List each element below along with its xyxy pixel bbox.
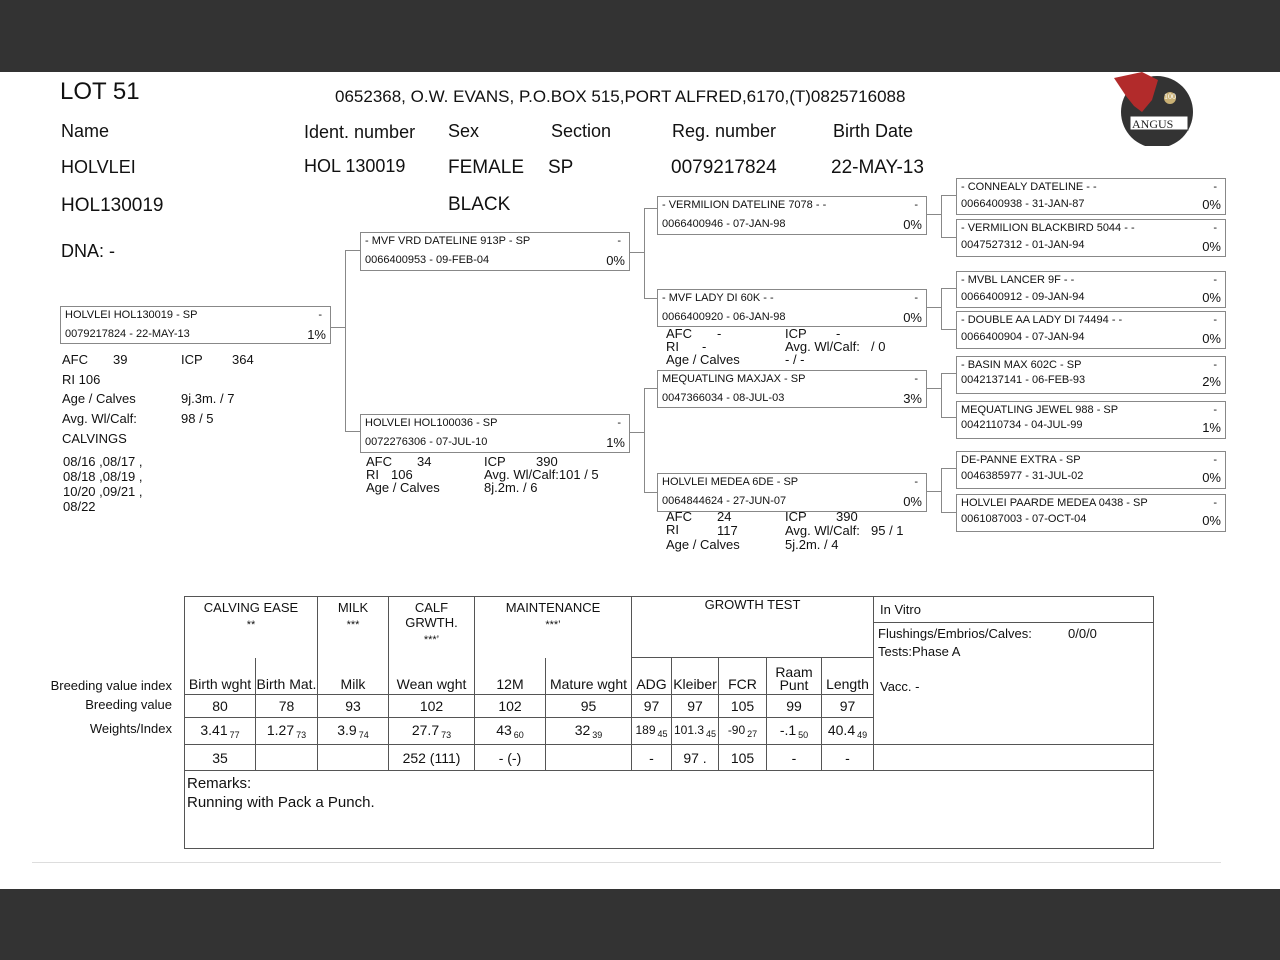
bv-cell bbox=[719, 718, 767, 745]
box-pct: 0% bbox=[1202, 513, 1221, 528]
dam-ri-label: RI bbox=[366, 467, 379, 482]
box-pct: 2% bbox=[1202, 374, 1221, 389]
bv-cell bbox=[389, 718, 475, 745]
col-adg: ADG bbox=[632, 658, 672, 695]
col-kleiber: Kleiber bbox=[672, 658, 719, 695]
subject-age: 9j.3m. / 7 bbox=[181, 391, 235, 406]
dam-dam-wt-label: Avg. Wl/Calf: bbox=[785, 523, 860, 538]
label-reg: Reg. number bbox=[672, 121, 777, 141]
sire-dam-ri: - bbox=[702, 339, 707, 354]
remarks-label: Remarks: bbox=[187, 775, 252, 792]
row-label-bv: Breeding value bbox=[85, 697, 172, 712]
subject-afc-label: AFC bbox=[62, 352, 88, 367]
animal-name: HOLVLEI bbox=[61, 157, 136, 177]
dam-age-label: Age / Calves bbox=[366, 480, 440, 495]
label-name: Name bbox=[61, 121, 110, 141]
bv-cell bbox=[632, 718, 672, 745]
connector-line bbox=[941, 373, 942, 417]
weight-cell: 35 bbox=[185, 745, 256, 771]
dam-icp: 390 bbox=[536, 454, 558, 469]
group-milk bbox=[318, 597, 389, 658]
stars-rating: ** bbox=[246, 619, 256, 631]
weight-cell: 97 . bbox=[672, 745, 719, 771]
in-vitro-panel bbox=[874, 597, 1154, 745]
connector-line bbox=[644, 388, 645, 492]
bv-value: 3.41 bbox=[200, 722, 228, 739]
box-reg: 0066400946 - 07-JAN-98 bbox=[662, 218, 786, 230]
bv-cell bbox=[672, 718, 719, 745]
bv-accuracy: 27 bbox=[747, 729, 758, 740]
index-cell: 97 bbox=[632, 694, 672, 717]
connector-line bbox=[941, 468, 942, 512]
sire-box bbox=[360, 232, 630, 271]
col-fcr: FCR bbox=[719, 658, 767, 695]
box-pct: 0% bbox=[1202, 331, 1221, 346]
sire-dam-icp: - bbox=[836, 326, 841, 341]
box-reg: 0042110734 - 04-JUL-99 bbox=[961, 419, 1083, 431]
bv-value: 3.9 bbox=[337, 722, 357, 739]
box-reg: 0047527312 - 01-JAN-94 bbox=[961, 239, 1085, 251]
box-dash: - bbox=[914, 373, 918, 385]
group-label: GROWTH TEST bbox=[704, 597, 801, 612]
box-reg: 0079217824 - 22-MAY-13 bbox=[65, 328, 190, 340]
weight-cell: - bbox=[632, 745, 672, 771]
connector-line bbox=[644, 208, 657, 209]
in-vitro-footer bbox=[874, 745, 1154, 771]
group-calf-growth bbox=[389, 597, 475, 658]
sire-dam-wt-label: Avg. Wl/Calf: bbox=[785, 339, 860, 354]
bv-value: 43 bbox=[496, 722, 512, 739]
logo-badge: 100 bbox=[1164, 92, 1176, 101]
dam-dam-afc-label: AFC bbox=[666, 509, 692, 524]
calvings-line: 08/22 bbox=[63, 499, 96, 514]
bv-value: -.1 bbox=[779, 722, 797, 739]
connector-line bbox=[925, 491, 941, 492]
bv-value: 101.3 bbox=[673, 723, 704, 738]
box-name: - DOUBLE AA LADY DI 74494 - - bbox=[961, 314, 1123, 326]
bv-cell bbox=[546, 718, 632, 745]
subject-wt-label: Avg. Wl/Calf: bbox=[62, 411, 137, 426]
weight-cell: - bbox=[822, 745, 874, 771]
box-dash: - bbox=[617, 417, 621, 429]
sire-dam-box bbox=[657, 289, 927, 327]
box-dash: - bbox=[1213, 359, 1217, 371]
box-pct: 0% bbox=[1202, 290, 1221, 305]
box-name: - CONNEALY DATELINE - - bbox=[961, 181, 1097, 193]
connector-line bbox=[644, 208, 645, 298]
label-birth: Birth Date bbox=[833, 121, 914, 141]
bv-accuracy: 77 bbox=[229, 730, 240, 741]
subject-pedigree-box bbox=[60, 306, 331, 344]
connector-line bbox=[941, 512, 956, 513]
flush-label: Flushings/Embrios/Calves: bbox=[878, 626, 1032, 641]
bv-cell bbox=[318, 718, 389, 745]
box-name: - MVF LADY DI 60K - - bbox=[662, 292, 774, 304]
row-label-index: Breeding value index bbox=[50, 678, 172, 693]
flush-value: 0/0/0 bbox=[1068, 626, 1097, 641]
box-name: HOLVLEI HOL100036 - SP bbox=[365, 417, 498, 429]
remarks-text: Running with Pack a Punch. bbox=[187, 794, 375, 811]
sire-dam-wt: / 0 bbox=[871, 339, 886, 354]
remarks-box bbox=[185, 771, 1154, 849]
lot-number: LOT 51 bbox=[60, 78, 140, 105]
angus-logo bbox=[1112, 72, 1196, 146]
bv-value: 32 bbox=[574, 722, 591, 739]
index-cell: 78 bbox=[256, 694, 318, 717]
dam-dam-age: 5j.2m. / 4 bbox=[785, 537, 839, 552]
sire-dam-age: - / - bbox=[785, 352, 805, 367]
box-pct: 1% bbox=[606, 435, 625, 450]
bv-accuracy: 45 bbox=[657, 729, 668, 740]
weight-cell: 105 bbox=[719, 745, 767, 771]
connector-line bbox=[941, 417, 956, 418]
connector-line bbox=[941, 288, 942, 329]
animal-birth: 22-MAY-13 bbox=[831, 157, 924, 178]
bv-accuracy: 50 bbox=[798, 730, 809, 741]
box-dash: - bbox=[1213, 497, 1217, 509]
box-reg: 0066400953 - 09-FEB-04 bbox=[365, 254, 490, 266]
subject-age-label: Age / Calves bbox=[62, 391, 136, 406]
index-cell: 95 bbox=[546, 694, 632, 717]
breeder-address: 0652368, O.W. EVANS, P.O.BOX 515,PORT ALFRED,6170,(T)0825716088 bbox=[335, 87, 906, 106]
bv-cell bbox=[256, 718, 318, 745]
great-grandparent-box bbox=[956, 219, 1226, 257]
connector-line bbox=[628, 252, 644, 253]
label-ident: Ident. number bbox=[304, 122, 416, 142]
index-cell: 105 bbox=[719, 694, 767, 717]
box-name: - BASIN MAX 602C - SP bbox=[961, 359, 1082, 371]
weight-cell: 252 (111) bbox=[389, 745, 475, 771]
label-sex: Sex bbox=[448, 121, 480, 141]
subject-icp-label: ICP bbox=[181, 352, 203, 367]
box-pct: 0% bbox=[1202, 470, 1221, 485]
label-section: Section bbox=[551, 121, 612, 141]
dam-sire-box bbox=[657, 370, 927, 408]
box-pct: 1% bbox=[1202, 420, 1221, 435]
bv-value: 40.4 bbox=[827, 722, 856, 739]
great-grandparent-box bbox=[956, 356, 1226, 394]
dam-dam-ri: 117 bbox=[717, 523, 738, 538]
connector-line bbox=[644, 492, 657, 493]
weight-cell bbox=[546, 745, 632, 771]
box-pct: 0% bbox=[1202, 197, 1221, 212]
box-pct: 0% bbox=[903, 310, 922, 325]
dam-dam-age-label: Age / Calves bbox=[666, 537, 740, 552]
connector-line bbox=[941, 329, 956, 330]
subject-icp: 364 bbox=[232, 352, 254, 367]
connector-line bbox=[925, 214, 941, 215]
bv-accuracy: 73 bbox=[441, 730, 452, 741]
calvings-line: 08/18 ,08/19 , bbox=[63, 469, 143, 484]
group-label: MILK bbox=[337, 600, 369, 615]
box-dash: - bbox=[617, 235, 621, 247]
performance-table bbox=[184, 596, 1154, 849]
tests-label: Tests:Phase A bbox=[878, 644, 961, 659]
box-reg: 0064844624 - 27-JUN-07 bbox=[662, 495, 787, 507]
col-mature-weight: Mature wght bbox=[546, 658, 632, 695]
great-grandparent-box bbox=[956, 178, 1226, 215]
box-dash: - bbox=[1213, 181, 1217, 193]
animal-section: SP bbox=[548, 157, 574, 178]
box-dash: - bbox=[318, 309, 322, 321]
box-name: MEQUATLING MAXJAX - SP bbox=[662, 373, 806, 385]
logo-text: ANGUS bbox=[1132, 117, 1174, 131]
dam-dam-icp-label: ICP bbox=[785, 509, 807, 524]
group-growth-test bbox=[632, 597, 874, 658]
connector-line bbox=[345, 250, 346, 431]
bv-accuracy: 73 bbox=[296, 730, 307, 741]
dam-dam-ri-label: RI bbox=[666, 522, 679, 537]
dna-status: DNA: - bbox=[61, 241, 115, 261]
connector-line bbox=[644, 388, 657, 389]
col-birth-mat: Birth Mat. bbox=[256, 658, 318, 695]
dam-dam-afc: 24 bbox=[717, 509, 732, 524]
stars-rating: ***’ bbox=[545, 619, 561, 631]
connector-line bbox=[925, 307, 941, 308]
box-dash: - bbox=[1213, 222, 1217, 234]
top-bar bbox=[0, 0, 1280, 72]
bv-value: -90 bbox=[727, 723, 746, 738]
connector-line bbox=[628, 432, 644, 433]
sire-dam-age-label: Age / Calves bbox=[666, 352, 740, 367]
box-pct: 0% bbox=[1202, 239, 1221, 254]
subject-wt: 98 / 5 bbox=[181, 411, 214, 426]
col-wean-weight: Wean wght bbox=[389, 658, 475, 695]
col-raam-punt: Raam Punt bbox=[767, 658, 822, 695]
bv-accuracy: 39 bbox=[592, 730, 603, 741]
connector-line bbox=[941, 195, 956, 196]
connector-line bbox=[329, 327, 345, 328]
box-reg: 0061087003 - 07-OCT-04 bbox=[961, 513, 1087, 525]
index-cell: 102 bbox=[475, 694, 546, 717]
index-cell: 80 bbox=[185, 694, 256, 717]
bv-cell bbox=[185, 718, 256, 745]
box-reg: 0042137141 - 06-FEB-93 bbox=[961, 374, 1086, 386]
box-name: HOLVLEI PAARDE MEDEA 0438 - SP bbox=[961, 497, 1148, 509]
weight-cell bbox=[318, 745, 389, 771]
connector-line bbox=[941, 468, 956, 469]
group-maintenance bbox=[475, 597, 632, 658]
bv-accuracy: 74 bbox=[358, 730, 369, 741]
box-dash: - bbox=[1213, 314, 1217, 326]
box-reg: 0066400938 - 31-JAN-87 bbox=[961, 198, 1085, 210]
box-name: - MVBL LANCER 9F - - bbox=[961, 274, 1075, 286]
index-cell: 99 bbox=[767, 694, 822, 717]
bv-accuracy: 60 bbox=[513, 730, 524, 741]
weight-cell: - (-) bbox=[475, 745, 546, 771]
dam-wt: Avg. Wl/Calf:101 / 5 bbox=[484, 467, 599, 482]
sire-dam-icp-label: ICP bbox=[785, 326, 807, 341]
bv-cell bbox=[475, 718, 546, 745]
calvings-line: 10/20 ,09/21 , bbox=[63, 484, 143, 499]
box-dash: - bbox=[1213, 454, 1217, 466]
calvings-line: 08/16 ,08/17 , bbox=[63, 454, 143, 469]
dam-ri: 106 bbox=[391, 467, 413, 482]
dam-icp-label: ICP bbox=[484, 454, 506, 469]
bv-value: 27.7 bbox=[411, 722, 440, 739]
stars-rating: ***’ bbox=[423, 634, 440, 646]
great-grandparent-box bbox=[956, 311, 1226, 349]
bv-value: 189 bbox=[635, 723, 656, 738]
great-grandparent-box bbox=[956, 271, 1226, 308]
dam-afc: 34 bbox=[417, 454, 432, 469]
col-milk: Milk bbox=[318, 658, 389, 695]
stars-rating: *** bbox=[346, 619, 360, 631]
box-pct: 3% bbox=[903, 391, 922, 406]
connector-line bbox=[941, 237, 956, 238]
box-reg: 0066400920 - 06-JAN-98 bbox=[662, 311, 786, 323]
subject-ri: RI 106 bbox=[62, 372, 101, 387]
dam-dam-icp: 390 bbox=[836, 509, 858, 524]
box-name: - VERMILION BLACKBIRD 5044 - - bbox=[961, 222, 1135, 234]
great-grandparent-box bbox=[956, 451, 1226, 489]
animal-color: BLACK bbox=[448, 194, 511, 215]
row-label-weights: Weights/Index bbox=[89, 721, 172, 736]
page-divider bbox=[32, 862, 1221, 863]
col-birth-weight: Birth wght bbox=[185, 658, 256, 695]
box-name: HOLVLEI MEDEA 6DE - SP bbox=[662, 476, 799, 488]
connector-line bbox=[941, 373, 956, 374]
box-dash: - bbox=[914, 199, 918, 211]
group-label: CALF GRWTH. bbox=[405, 600, 458, 630]
box-reg: 0047366034 - 08-JUL-03 bbox=[662, 392, 785, 404]
box-pct: 0% bbox=[606, 253, 625, 268]
animal-sex: FEMALE bbox=[448, 157, 525, 178]
animal-ident: HOL 130019 bbox=[304, 156, 406, 176]
group-label: CALVING EASE bbox=[203, 600, 299, 615]
bv-value: 1.27 bbox=[266, 722, 295, 739]
index-cell: 93 bbox=[318, 694, 389, 717]
index-cell: 97 bbox=[822, 694, 874, 717]
dam-box bbox=[360, 414, 630, 453]
box-name: HOLVLEI HOL130019 - SP bbox=[65, 309, 198, 321]
box-dash: - bbox=[914, 476, 918, 488]
box-pct: 1% bbox=[307, 327, 326, 342]
box-dash: - bbox=[1213, 274, 1217, 286]
sire-dam-ri-label: RI bbox=[666, 339, 679, 354]
box-name: - VERMILION DATELINE 7078 - - bbox=[662, 199, 827, 211]
box-dash: - bbox=[914, 292, 918, 304]
animal-reg: 0079217824 bbox=[671, 157, 777, 178]
box-name: DE-PANNE EXTRA - SP bbox=[961, 454, 1081, 466]
in-vitro-label: In Vitro bbox=[880, 602, 921, 617]
sire-dam-afc: - bbox=[717, 326, 722, 341]
vacc-label: Vacc. - bbox=[880, 679, 920, 694]
connector-line bbox=[941, 195, 942, 237]
index-cell: 97 bbox=[672, 694, 719, 717]
subject-calvings-label: CALVINGS bbox=[62, 431, 127, 446]
group-label: MAINTENANCE bbox=[505, 600, 601, 615]
connector-line bbox=[345, 431, 360, 432]
connector-line bbox=[941, 288, 956, 289]
great-grandparent-box bbox=[956, 494, 1226, 532]
box-name: - MVF VRD DATELINE 913P - SP bbox=[365, 235, 531, 247]
connector-line bbox=[644, 298, 657, 299]
connector-line bbox=[925, 388, 941, 389]
bv-accuracy: 49 bbox=[857, 730, 868, 741]
dam-afc-label: AFC bbox=[366, 454, 392, 469]
index-cell: 102 bbox=[389, 694, 475, 717]
dam-age: 8j.2m. / 6 bbox=[484, 480, 538, 495]
bv-cell bbox=[822, 718, 874, 745]
animal-tag: HOL130019 bbox=[61, 195, 164, 216]
subject-afc: 39 bbox=[113, 352, 128, 367]
dam-dam-wt: 95 / 1 bbox=[871, 523, 904, 538]
col-length: Length bbox=[822, 658, 874, 695]
box-dash: - bbox=[1213, 404, 1217, 416]
box-reg: 0066400904 - 07-JAN-94 bbox=[961, 331, 1085, 343]
box-reg: 0066400912 - 09-JAN-94 bbox=[961, 291, 1085, 303]
col-12m: 12M bbox=[475, 658, 546, 695]
great-grandparent-box bbox=[956, 401, 1226, 439]
box-name: MEQUATLING JEWEL 988 - SP bbox=[961, 404, 1119, 416]
dam-dam-box bbox=[657, 473, 927, 512]
box-reg: 0072276306 - 07-JUL-10 bbox=[365, 436, 488, 448]
box-reg: 0046385977 - 31-JUL-02 bbox=[961, 470, 1084, 482]
connector-line bbox=[345, 250, 360, 251]
sire-sire-box bbox=[657, 196, 927, 235]
group-calving-ease bbox=[185, 597, 318, 658]
weight-cell bbox=[256, 745, 318, 771]
bottom-bar bbox=[0, 889, 1280, 960]
bv-cell bbox=[767, 718, 822, 745]
box-pct: 0% bbox=[903, 217, 922, 232]
sire-dam-afc-label: AFC bbox=[666, 326, 692, 341]
box-pct: 0% bbox=[903, 494, 922, 509]
bv-accuracy: 45 bbox=[706, 729, 717, 740]
weight-cell: - bbox=[767, 745, 822, 771]
